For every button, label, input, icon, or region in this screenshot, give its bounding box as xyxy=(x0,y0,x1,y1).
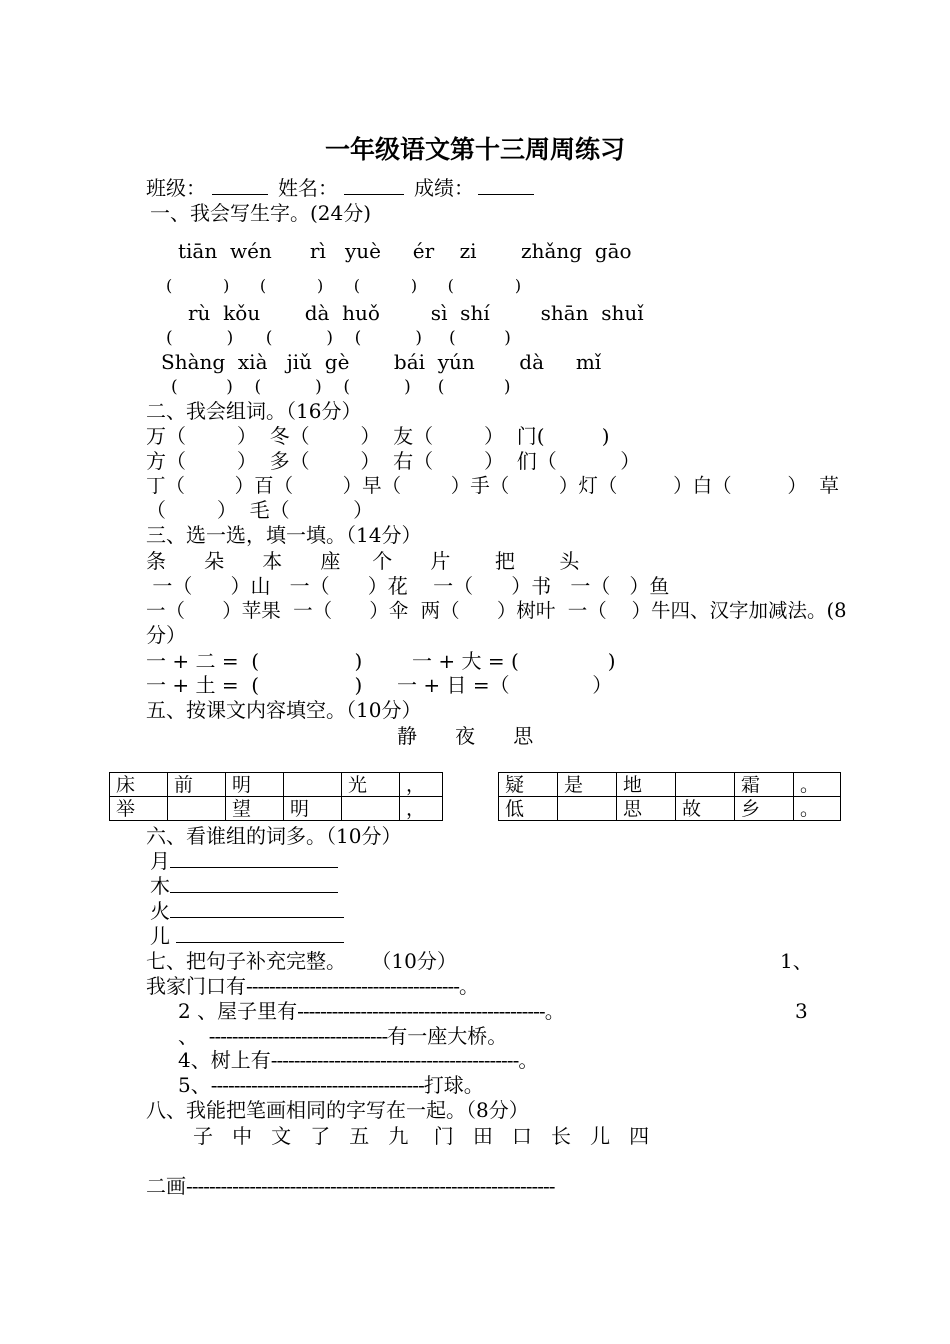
poem-cell: 明 xyxy=(284,797,342,821)
answer-row-3[interactable]: ( ) ( ) ( ) ( ) xyxy=(171,377,511,397)
sentence-5[interactable] xyxy=(178,1073,484,1097)
poem-cell: 故 xyxy=(676,797,735,821)
poem-row xyxy=(499,773,841,797)
item3-number: 3 xyxy=(795,999,808,1023)
poem-cell: 。 xyxy=(794,773,841,797)
sentence-3-end: 有一座大桥。 xyxy=(387,1024,508,1048)
poem-cell: ， xyxy=(400,797,443,821)
sentence-4[interactable] xyxy=(178,1048,538,1072)
word-line-4[interactable]: （ ） 毛（ ） xyxy=(146,498,374,522)
compound-char: 月 xyxy=(150,849,170,873)
compound-line-huo[interactable] xyxy=(150,899,344,923)
poem-cell: 地 xyxy=(617,773,676,797)
compound-blank[interactable] xyxy=(170,849,338,868)
poem-cell: 光 xyxy=(342,773,400,797)
sentence-2-end: 。 xyxy=(544,999,565,1023)
stroke-chars: 子 中 文 了 五 九 门 田 口 长 儿 四 xyxy=(193,1124,650,1148)
section5-heading: 五、按课文内容填空。（10分） xyxy=(146,698,422,722)
stroke-line-2[interactable] xyxy=(146,1174,555,1198)
poem-cell: 望 xyxy=(226,797,284,821)
poem-cell: 。 xyxy=(794,797,841,821)
section8-heading: 八、我能把笔画相同的字写在一起。（8分） xyxy=(146,1098,529,1122)
page-title: 一年级语文第十三周周练习 xyxy=(324,135,625,164)
poem-cell: 思 xyxy=(617,797,676,821)
poem-cell: 霜 xyxy=(735,773,794,797)
compound-char: 木 xyxy=(150,874,170,898)
sentence-2-start: 2 、屋子里有 xyxy=(178,999,298,1023)
sentence-3-blank[interactable]: ------------------------------- xyxy=(198,1024,388,1048)
sentence-5-start: 5、 xyxy=(178,1073,211,1097)
math-1b[interactable]: 一 + 大 = ( ) xyxy=(412,649,616,673)
poem-row xyxy=(110,773,443,797)
poem-cell: 疑 xyxy=(499,773,558,797)
poem-cell: 低 xyxy=(499,797,558,821)
poem-blank-cell[interactable] xyxy=(342,797,400,821)
sentence-3[interactable] xyxy=(178,1024,507,1048)
score-label: 成绩： xyxy=(414,176,474,200)
sentence-1-end: 。 xyxy=(459,974,480,998)
poem-blank-cell[interactable] xyxy=(558,797,617,821)
section3-heading: 三、选一选，填一填。（14分） xyxy=(146,523,422,547)
class-blank[interactable] xyxy=(212,176,268,195)
score-blank[interactable] xyxy=(478,176,534,195)
compound-line-er[interactable] xyxy=(150,924,344,948)
pinyin-row-3: Shàng xià jiǔ gè bái yún dà mǐ xyxy=(161,350,602,374)
name-label: 姓名： xyxy=(278,176,338,200)
poem-row xyxy=(499,797,841,821)
sentence-2-blank[interactable]: ------------------------------------------- xyxy=(297,999,545,1023)
pinyin-row-2: rù kǒu dà huǒ sì shí shān shuǐ xyxy=(188,301,644,325)
answer-row-1[interactable]: ( ) ( ) ( ) ( ) xyxy=(166,276,522,295)
poem-table-right xyxy=(498,772,841,821)
poem-cell: 是 xyxy=(558,773,617,797)
poem-cell: 前 xyxy=(168,773,226,797)
sentence-1-start: 我家门口有 xyxy=(146,974,246,998)
class-label: 班级： xyxy=(146,176,206,200)
math-1a[interactable]: 一 + 二 = ( ) xyxy=(146,649,363,673)
sentence-4-end: 。 xyxy=(518,1048,539,1072)
poem-blank-cell[interactable] xyxy=(168,797,226,821)
poem-cell: 床 xyxy=(110,773,168,797)
math-2a[interactable]: 一 + 土 = ( ) xyxy=(146,673,363,697)
stroke-line-label: 二画 xyxy=(146,1174,186,1198)
poem-cell: 举 xyxy=(110,797,168,821)
sentence-4-start: 4、树上有 xyxy=(178,1048,271,1072)
poem-cell: ， xyxy=(400,773,443,797)
compound-blank[interactable] xyxy=(176,924,344,943)
word-line-3[interactable]: 丁（ ）百（ ）早（ ）手（ ）灯（ ）白（ ） 草 xyxy=(146,474,839,497)
math-2b[interactable]: 一 + 日 =（ ） xyxy=(397,673,613,697)
compound-blank[interactable] xyxy=(170,899,344,918)
compound-line-mu[interactable] xyxy=(150,874,338,898)
poem-cell: 乡 xyxy=(735,797,794,821)
measure-line-2[interactable]: 一（ ）苹果 一（ ）伞 两（ ）树叶 一（ ）牛四、汉字加减法。(8 xyxy=(146,599,847,622)
section1-heading: 一、我会写生字。(24分) xyxy=(150,201,372,225)
section2-heading: 二、我会组词。（16分） xyxy=(146,399,362,423)
sentence-1[interactable] xyxy=(146,974,479,998)
word-line-2[interactable]: 方（ ） 多（ ） 右（ ） 们（ ） xyxy=(146,449,641,473)
sentence-1-blank[interactable]: ------------------------------------- xyxy=(246,974,460,998)
section7-heading: 七、把句子补充完整。 （10分） xyxy=(146,949,457,973)
poem-blank-cell[interactable] xyxy=(676,773,735,797)
poem-row xyxy=(110,797,443,821)
poem-table-left xyxy=(109,772,443,821)
name-blank[interactable] xyxy=(344,176,404,195)
poem-blank-cell[interactable] xyxy=(284,773,342,797)
measure-line-3: 分） xyxy=(146,623,186,647)
item1-number: 1、 xyxy=(780,949,813,973)
sentence-4-blank[interactable]: ------------------------------------------- xyxy=(270,1048,519,1072)
compound-line-yue[interactable] xyxy=(150,849,338,873)
poem-cell: 明 xyxy=(226,773,284,797)
answer-row-2[interactable]: ( ) ( ) ( ) ( ) xyxy=(166,328,511,348)
compound-blank[interactable] xyxy=(170,874,338,893)
compound-char: 火 xyxy=(150,899,170,923)
word-line-1[interactable]: 万（ ） 冬（ ） 友（ ） 门( ) xyxy=(146,424,610,448)
measure-line-1[interactable]: 一（ ）山 一（ ）花 一（ ）书 一（ ）鱼 xyxy=(146,574,670,598)
measure-words: 条 朵 本 座 个 片 把 头 xyxy=(146,549,580,573)
sentence-5-blank[interactable]: ------------------------------------- xyxy=(210,1073,424,1097)
info-line xyxy=(146,176,534,200)
sentence-5-end: 打球。 xyxy=(423,1073,484,1097)
compound-char: 儿 xyxy=(150,924,170,948)
pinyin-row-1: tiān wén rì yuè ér zi zhǎng gāo xyxy=(178,239,632,263)
sentence-3-mark: 、 xyxy=(178,1024,198,1048)
section6-heading: 六、看谁组的词多。（10分） xyxy=(146,824,402,848)
stroke-line-blank[interactable]: ---------------------------------------------------------------- xyxy=(186,1174,555,1198)
poem-title: 静 夜 思 xyxy=(397,724,534,748)
sentence-2[interactable] xyxy=(178,999,565,1023)
